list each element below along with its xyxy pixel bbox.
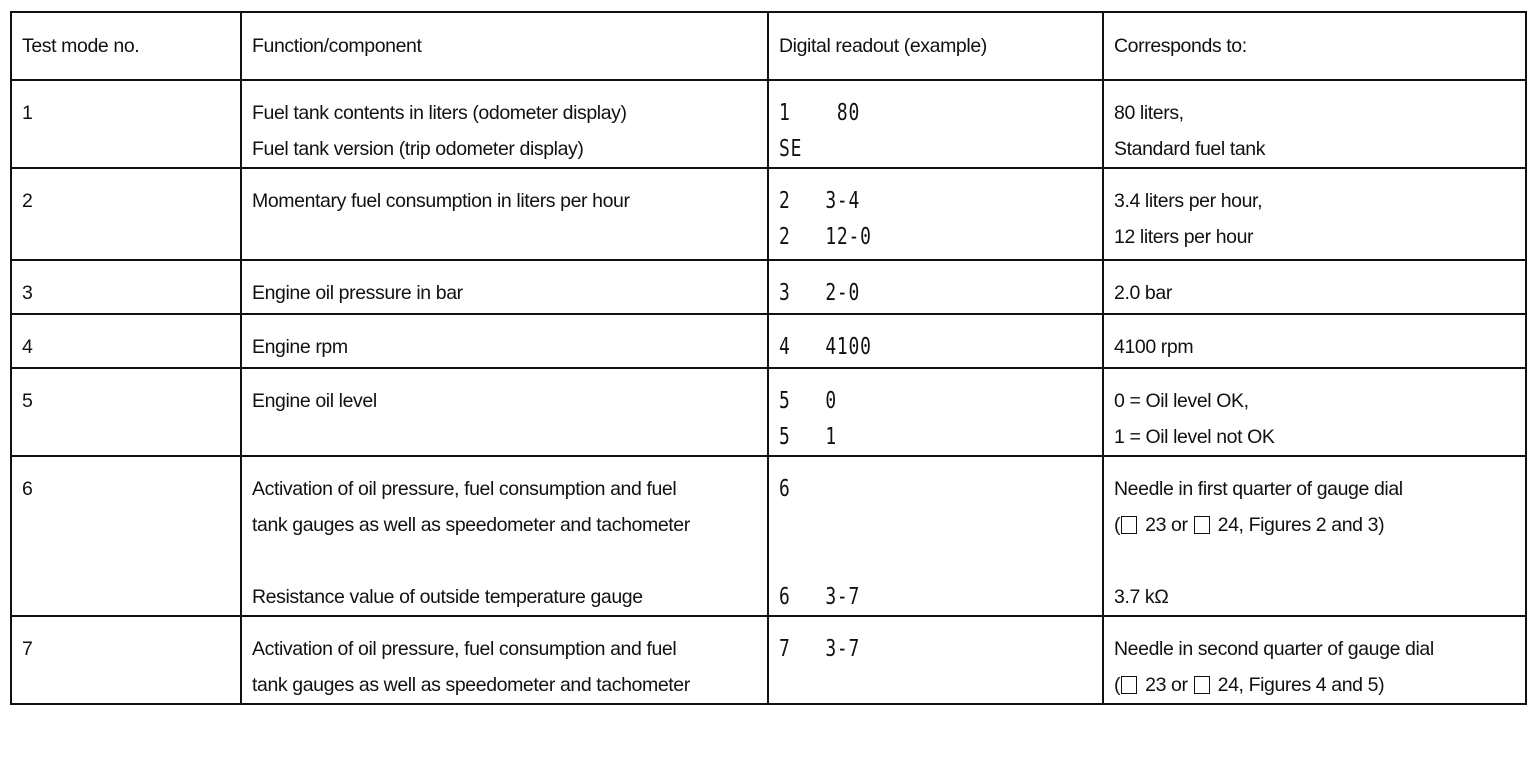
function-text: Fuel tank version (trip odometer display) — [252, 138, 584, 160]
square-box-icon — [1194, 676, 1210, 694]
spacer — [779, 543, 1094, 579]
function-text: Engine rpm — [252, 336, 348, 358]
corresponds-text: 80 liters, — [1114, 102, 1184, 124]
table-row — [11, 616, 1526, 704]
mode-number: 4 — [22, 336, 33, 358]
corresponds-text: 3.4 liters per hour, — [1114, 190, 1263, 212]
function-text: Activation of oil pressure, fuel consumption and fuel — [252, 638, 677, 660]
cell-function — [241, 368, 768, 456]
digital-readout: 6 — [779, 476, 791, 502]
cell-function — [241, 80, 768, 168]
header-corresponds: Corresponds to: — [1103, 12, 1526, 80]
table-row — [11, 368, 1526, 456]
function-text: Fuel tank contents in liters (odometer display) — [252, 102, 627, 124]
test-mode-table — [10, 11, 1527, 705]
cell-mode — [11, 456, 241, 616]
spacer — [252, 543, 759, 579]
function-text: Activation of oil pressure, fuel consumption and fuel — [252, 478, 677, 500]
cell-readout — [768, 368, 1103, 456]
figure-reference: ( 23 or 24, Figures 4 and 5) — [1114, 674, 1385, 696]
cell-corresponds — [1103, 260, 1526, 314]
cell-function — [241, 168, 768, 260]
digital-readout: 2 12-0 — [779, 224, 872, 250]
cell-mode — [11, 260, 241, 314]
square-box-icon — [1121, 516, 1137, 534]
function-text: Engine oil pressure in bar — [252, 282, 463, 304]
cell-readout — [768, 456, 1103, 616]
cell-corresponds — [1103, 314, 1526, 368]
corresponds-text: 1 = Oil level not OK — [1114, 426, 1275, 448]
digital-readout: 3 2-0 — [779, 280, 861, 306]
mode-number: 5 — [22, 390, 33, 412]
corresponds-text: Needle in second quarter of gauge dial — [1114, 638, 1434, 660]
cell-function — [241, 456, 768, 616]
mode-number: 2 — [22, 190, 33, 212]
digital-readout: 5 1 — [779, 424, 837, 450]
mode-number: 1 — [22, 102, 33, 124]
cell-readout — [768, 80, 1103, 168]
table-row — [11, 168, 1526, 260]
function-text: Momentary fuel consumption in liters per hour — [252, 190, 630, 212]
cell-corresponds — [1103, 616, 1526, 704]
digital-readout: 5 0 — [779, 388, 837, 414]
table-row — [11, 80, 1526, 168]
cell-corresponds — [1103, 368, 1526, 456]
cell-readout — [768, 168, 1103, 260]
digital-readout: 1 80 — [779, 100, 861, 126]
digital-readout: SE — [779, 136, 803, 162]
cell-function — [241, 314, 768, 368]
cell-mode — [11, 80, 241, 168]
corresponds-text: 0 = Oil level OK, — [1114, 390, 1249, 412]
corresponds-text: 12 liters per hour — [1114, 226, 1254, 248]
digital-readout: 2 3-4 — [779, 188, 861, 214]
cell-readout — [768, 260, 1103, 314]
table-header-row — [11, 12, 1526, 80]
cell-mode — [11, 168, 241, 260]
cell-function — [241, 260, 768, 314]
cell-mode — [11, 616, 241, 704]
digital-readout: 7 3-7 — [779, 636, 861, 662]
digital-readout: 4 4100 — [779, 334, 872, 360]
function-text: Resistance value of outside temperature gauge — [252, 586, 643, 608]
digital-readout: 6 3-7 — [779, 584, 861, 610]
square-box-icon — [1194, 516, 1210, 534]
cell-corresponds — [1103, 168, 1526, 260]
cell-corresponds — [1103, 80, 1526, 168]
table-row — [11, 260, 1526, 314]
mode-number: 3 — [22, 282, 33, 304]
function-text: Engine oil level — [252, 390, 377, 412]
corresponds-text: 4100 rpm — [1114, 336, 1194, 358]
mode-number: 7 — [22, 638, 33, 660]
spacer — [779, 507, 1094, 543]
cell-mode — [11, 368, 241, 456]
header-function: Function/component — [241, 12, 768, 80]
corresponds-text: 2.0 bar — [1114, 282, 1172, 304]
table-row — [11, 314, 1526, 368]
table-row — [11, 456, 1526, 616]
square-box-icon — [1121, 676, 1137, 694]
cell-readout — [768, 314, 1103, 368]
spacer — [1114, 543, 1517, 579]
figure-reference: ( 23 or 24, Figures 2 and 3) — [1114, 514, 1385, 536]
corresponds-text: Standard fuel tank — [1114, 138, 1266, 160]
function-text: tank gauges as well as speedometer and tachometer — [252, 674, 690, 696]
header-readout: Digital readout (example) — [768, 12, 1103, 80]
header-test-mode: Test mode no. — [11, 12, 241, 80]
corresponds-text: Needle in first quarter of gauge dial — [1114, 478, 1403, 500]
mode-number: 6 — [22, 478, 33, 500]
cell-readout — [768, 616, 1103, 704]
function-text: tank gauges as well as speedometer and tachometer — [252, 514, 690, 536]
corresponds-text: 3.7 kΩ — [1114, 586, 1169, 608]
cell-corresponds — [1103, 456, 1526, 616]
cell-mode — [11, 314, 241, 368]
cell-function — [241, 616, 768, 704]
